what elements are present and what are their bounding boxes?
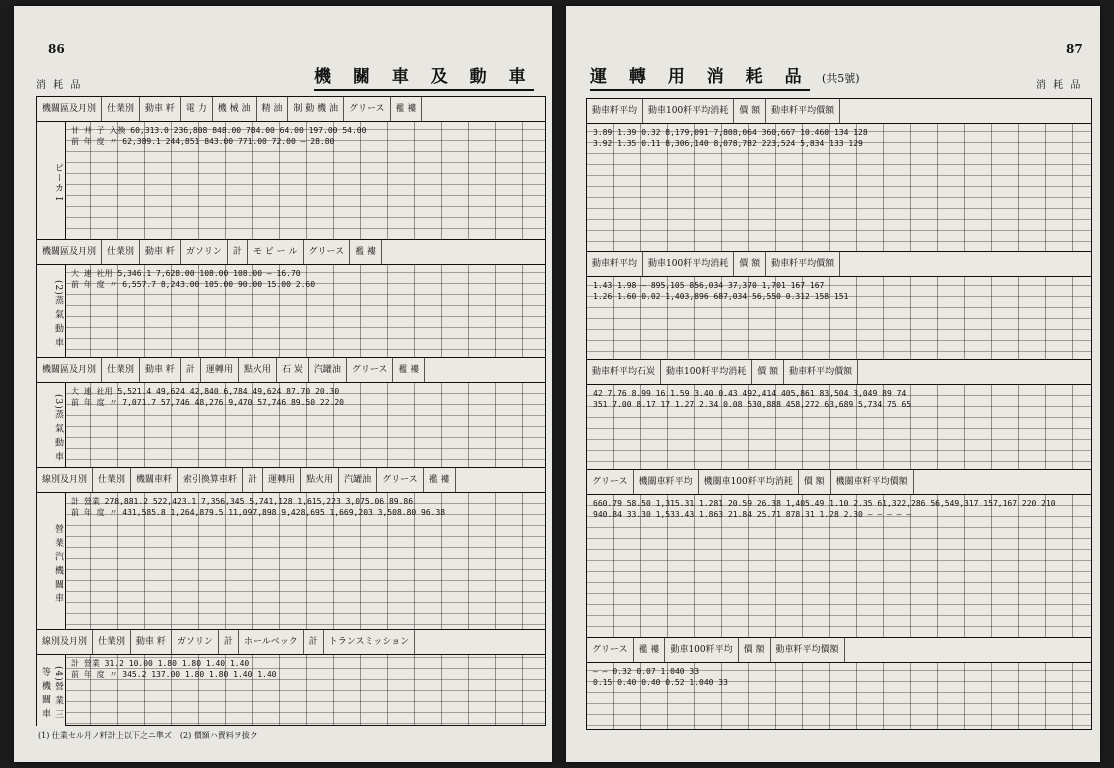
table-row: 940.84 33.30 1,533.43 1.863 21.84 25.71 878.31 1.28 2.30 — — — — — (593, 510, 912, 519)
title-note: (共5號) (822, 72, 860, 85)
table-row: 1.26 1.60 0.02 1,403,896 687,034 56,550 0.312 158 151 (593, 292, 849, 301)
section-header: 動車粁平均 動車100粁平均消耗 價 額 動車粁平均價額 (587, 252, 1091, 277)
page-title-right: 運 轉 用 消 耗 品 (590, 62, 810, 91)
section-label: (3)蒸 氣 動 車 (37, 383, 66, 468)
left-page (14, 6, 552, 762)
table-row: 甘 井 子 入換 60,313.0 236,808 848.00 784.00 64.00 197.00 54.00 (71, 126, 367, 135)
section-header: 線別及月別 仕業別 機關車粁 索引換算車粁 計 運轉用 點火用 汽罐油 グリース 襤 褸 (37, 468, 545, 493)
table-row: 0.15 0.40 0.40 0.52 1.040 33 (593, 678, 728, 687)
page-title-left: 機 關 車 及 動 車 (314, 62, 534, 91)
section-header: 動車粁平均 動車100粁平均消耗 價 額 動車粁平均價額 (587, 99, 1091, 124)
data-rows (71, 496, 445, 518)
side-label-right: 消 耗 品 (1036, 80, 1083, 91)
data-rows (593, 280, 848, 302)
section-header: グリース 襤 褸 動車100粁平均 價 額 動車粁平均價額 (587, 638, 1091, 663)
table-row: 42 7.76 8.99 16 1.59 3.40 0.43 492,414 405,861 83,504 3,049 89 74 (593, 389, 907, 398)
data-rows (593, 666, 728, 688)
section-label: (2)蒸 氣 動 車 (37, 265, 66, 358)
table-row: 前 年 度 〃 62,389.1 244,851 843.00 771.00 72.00 — 28.80 (71, 137, 335, 146)
data-rows (71, 125, 366, 147)
section-header: 機關區及月別 仕業別 動車 粁 計 運轉用 點火用 石 炭 汽罐油 グリース 襤 褸 (37, 358, 545, 383)
section-block (587, 359, 1091, 470)
section-block (587, 637, 1091, 730)
table-right (586, 98, 1092, 730)
section-block (37, 239, 545, 358)
table-row: 前 年 度 〃 431,585.8 1,264,879.5 11,097,898 9,428,695 1,669,203 3,508.80 96.38 (71, 508, 446, 517)
data-rows (593, 388, 911, 410)
section-header: 線別及月別 仕業別 動車 粁 ガソリン 計 ホールベック 計 トランスミッション (37, 630, 545, 655)
section-block (37, 629, 545, 726)
section-label: (4)營 業 三 等 機 關 車 (37, 655, 66, 726)
section-block (37, 467, 545, 630)
table-left (36, 96, 546, 726)
section-block (587, 251, 1091, 360)
footnote: (1) 仕業セル月ノ粁計上以下之ニ準ズ (2) 價額ハ賣料ヲ拔ク (38, 731, 258, 740)
table-row: 計 營業 278,881.2 522,423.1 7,356,345 5,741,128 1,615,223 3,075.06 89.86 (71, 497, 414, 506)
page-number-left: 86 (48, 42, 65, 56)
table-row: 前 年 度 〃 6,557.7 8,243.00 105.00 90.00 15.00 2.60 (71, 280, 316, 289)
section-header: 機關區及月別 仕業別 動車 粁 電 力 機 械 油 精 油 制 動 機 油 グリース 襤 褸 (37, 97, 545, 122)
table-row: 3.89 1.39 0.32 8,179,091 7,808,064 360,667 10.460 134 128 (593, 128, 868, 137)
table-row: 660.79 58.50 1,315.31 1.281 20.59 26.38 1,405.49 1.10 2.35 61,322,286 56,549,317 157,167 220 210 (593, 499, 1056, 508)
table-row: 1.43 1.98 — 895,105 856,034 37,370 1,701 167 167 (593, 281, 825, 290)
section-header: 機關區及月別 仕業別 動車 粁 ガソリン 計 モ ビ ー ル グリース 襤 褸 (37, 240, 545, 265)
section-block (37, 97, 545, 239)
table-row: 3.92 1.35 0.11 8,306,140 8,078,782 223,524 5,834 133 129 (593, 139, 863, 148)
page-number-right: 87 (1066, 42, 1083, 56)
table-row: 前 年 度 〃 345.2 137.00 1.80 1.80 1.40 1.40 (71, 670, 277, 679)
data-rows (593, 498, 1056, 520)
data-rows (71, 268, 315, 290)
section-header: 動車粁平均石炭 動車100粁平均消耗 價 額 動車粁平均價額 (587, 360, 1091, 385)
section-label: 營 業 汽 機 關 車 (37, 493, 66, 630)
section-block (37, 357, 545, 468)
side-label-left: 消 耗 品 (36, 80, 83, 91)
table-row: 351 7.00 8.17 17 1.27 2.34 0.08 530,888 458,272 63,689 5,734 75 65 (593, 400, 912, 409)
section-header: グリース 機關車粁平均 機關車100粁平均消耗 價 額 機關車粁平均價額 (587, 470, 1091, 495)
table-row: — — 0.32 0.07 1.040 33 (593, 667, 700, 676)
table-row: 計 營業 31.2 10.00 1.80 1.80 1.40 1.40 (71, 659, 250, 668)
table-row: 大 連 社用 5,521.4 49,624 42,840 6,784 49,624 87.70 20.30 (71, 387, 340, 396)
section-block (587, 469, 1091, 638)
table-row: 大 連 社用 5,346.1 7,628.00 108.00 108.00 — 16.70 (71, 269, 301, 278)
data-rows (71, 658, 277, 680)
table-row: 前 年 度 〃 7,071.7 57,746 48,276 9,470 57,746 89.50 22.20 (71, 398, 344, 407)
data-rows (593, 127, 868, 149)
right-page (566, 6, 1100, 762)
section-block (587, 99, 1091, 251)
section-label: ピーカ I (37, 122, 66, 239)
data-rows (71, 386, 344, 408)
